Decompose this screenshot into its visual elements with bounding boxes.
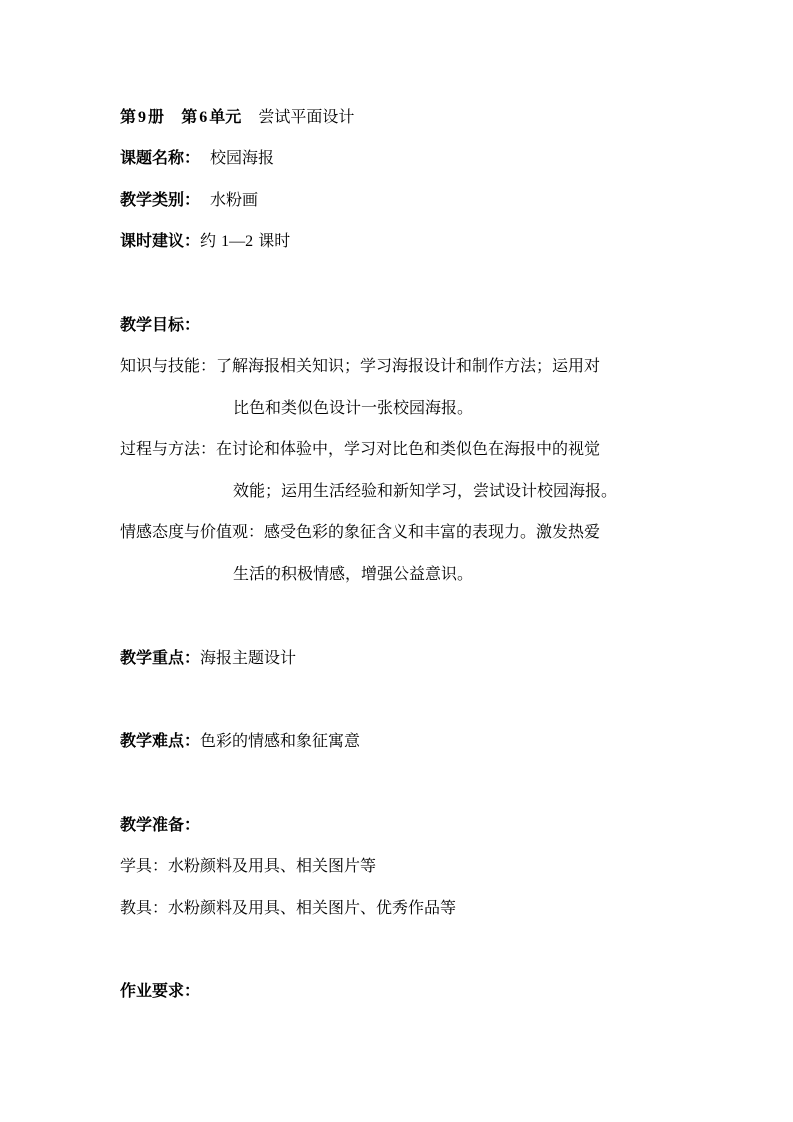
type-row <box>120 190 258 210</box>
key-point-row <box>120 648 296 668</box>
teacher-tools-label: 教具： <box>120 898 169 917</box>
unit-suffix: 单元 <box>209 107 242 126</box>
hours-row <box>120 231 290 252</box>
objective-attitude <box>120 522 600 542</box>
volume-label: 第 <box>120 107 137 126</box>
student-tools-row <box>120 856 376 876</box>
objective-process-line1: 在讨论和体验中，学习对比色和类似色在海报中的视觉 <box>216 439 601 458</box>
difficulty-row <box>120 731 360 751</box>
teacher-tools-row <box>120 898 456 918</box>
objective-attitude-line2: 生活的积极情感，增强公益意识。 <box>233 564 474 583</box>
teacher-tools-value: 水粉颜料及用具、相关图片、优秀作品等 <box>168 898 457 917</box>
hours-suffix: 课时 <box>253 231 291 250</box>
unit-title: 尝试平面设计 <box>258 107 355 126</box>
hours-label: 课时建议： <box>120 231 201 250</box>
volume-number: 9 <box>138 109 147 126</box>
unit-header <box>120 107 354 128</box>
objective-process <box>120 439 600 459</box>
volume-suffix: 册 <box>148 107 165 126</box>
topic-value: 校园海报 <box>210 148 275 167</box>
type-value: 水粉画 <box>210 190 259 209</box>
difficulty-value: 色彩的情感和象征寓意 <box>200 731 361 750</box>
objective-knowledge-line2: 比色和类似色设计一张校园海报。 <box>233 398 474 417</box>
student-tools-value: 水粉颜料及用具、相关图片等 <box>168 856 377 875</box>
objective-knowledge-label: 知识与技能： <box>120 356 217 375</box>
key-point-value: 海报主题设计 <box>200 648 297 667</box>
hours-prefix: 约 <box>200 231 222 250</box>
student-tools-label: 学具： <box>120 856 169 875</box>
homework-heading: 作业要求： <box>120 981 201 1000</box>
key-point-label: 教学重点： <box>120 648 201 667</box>
unit-number: 6 <box>199 109 208 126</box>
difficulty-label: 教学难点： <box>120 731 201 750</box>
objective-attitude-label: 情感态度与价值观： <box>120 522 265 541</box>
objective-process-line2: 效能；运用生活经验和新知学习，尝试设计校园海报。 <box>233 481 618 500</box>
objective-knowledge <box>120 356 600 376</box>
type-label: 教学类别： <box>120 190 201 209</box>
objective-attitude-line1: 感受色彩的象征含义和丰富的表现力。激发热爱 <box>264 522 601 541</box>
topic-row <box>120 148 274 168</box>
topic-label: 课题名称： <box>120 148 201 167</box>
objectives-heading: 教学目标： <box>120 315 201 334</box>
unit-label: 第 <box>181 107 198 126</box>
preparation-heading: 教学准备： <box>120 815 201 834</box>
objective-process-label: 过程与方法： <box>120 439 217 458</box>
objective-knowledge-line1: 了解海报相关知识；学习海报设计和制作方法；运用对 <box>216 356 601 375</box>
hours-number: 1—2 <box>221 233 254 250</box>
